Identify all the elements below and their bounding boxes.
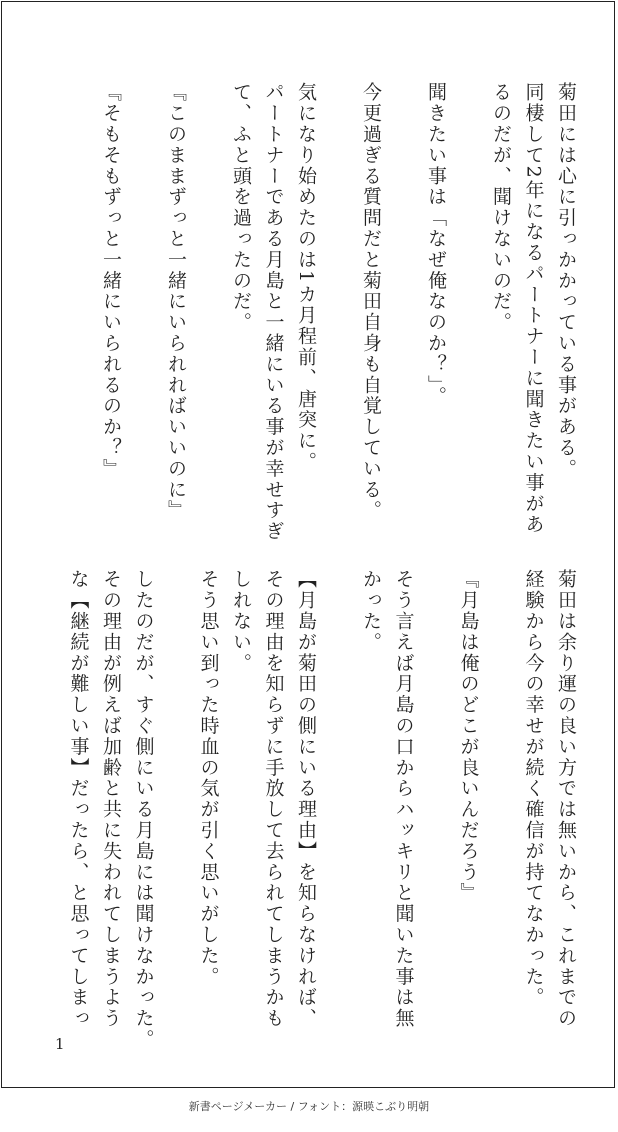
- text-line: [420, 569, 453, 989]
- text-line: [127, 82, 160, 532]
- text-line: [322, 82, 355, 532]
- lower-text-block: [62, 569, 582, 1050]
- text-line: 聞きたい事は「なぜ俺なのか？」。: [425, 82, 447, 407]
- manuscript-page: [1, 1, 615, 1088]
- text-line: [192, 82, 225, 532]
- text-line: [322, 569, 355, 989]
- text-line: [485, 569, 518, 989]
- text-line: 【月島が菊田の側にいる理由】を知らなければ、: [295, 569, 317, 1029]
- text-line: て、ふと頭を過ったのだ。: [230, 82, 252, 333]
- text-line: その理由を知らずに手放して去られてしまうかも: [262, 569, 285, 1029]
- text-line: [160, 569, 193, 989]
- text-line: 菊田は余り運の良い方では無いから、これまでの: [555, 569, 577, 1029]
- text-line: 『そもそもずっと一緒にいられるのか？』: [100, 82, 122, 480]
- text-line: かった。: [360, 569, 382, 653]
- text-line: 『月島は俺のどこが良いんだろう』: [457, 569, 480, 904]
- text-line: したのだが、すぐ側にいる月島には聞けなかった。: [132, 569, 155, 1050]
- text-line: 経験から今の幸せが続く確信が持てなかった。: [522, 569, 545, 1008]
- text-line: 気になり始めたのは1カ月程前、唐突に。: [295, 82, 317, 473]
- upper-text-block: [95, 82, 583, 542]
- text-line: その理由が例えば加齢と共に失われてしまうよう: [100, 569, 122, 1029]
- text-line: パートナーである月島と一緒にいる事が幸せすぎ: [262, 82, 285, 542]
- text-line: [452, 82, 485, 532]
- text-line: そう思い到った時血の気が引く思いがした。: [197, 569, 220, 987]
- page-number: 1: [55, 1035, 65, 1053]
- text-line: [387, 82, 420, 532]
- text-line: そう言えば月島の口からハッキリと聞いた事は無: [392, 569, 415, 1029]
- text-line: 今更過ぎる質問だと菊田自身も自覚している。: [360, 82, 382, 521]
- footer-credit: 新書ページメーカー / フォント：源暎こぶり明朝: [188, 1100, 430, 1113]
- text-line: 同棲して2年になるパートナーに聞きたい事があ: [522, 82, 545, 535]
- text-line: 菊田には心に引っかかっている事がある。: [555, 82, 577, 480]
- text-line: な【継続が難しい事】だったら、と思ってしまっ: [67, 569, 90, 1029]
- text-line: 『このままずっと一緒にいられればいいのに』: [165, 82, 187, 521]
- text-line: るのだが、聞けないのだ。: [490, 82, 512, 333]
- text-line: しれない。: [230, 569, 252, 674]
